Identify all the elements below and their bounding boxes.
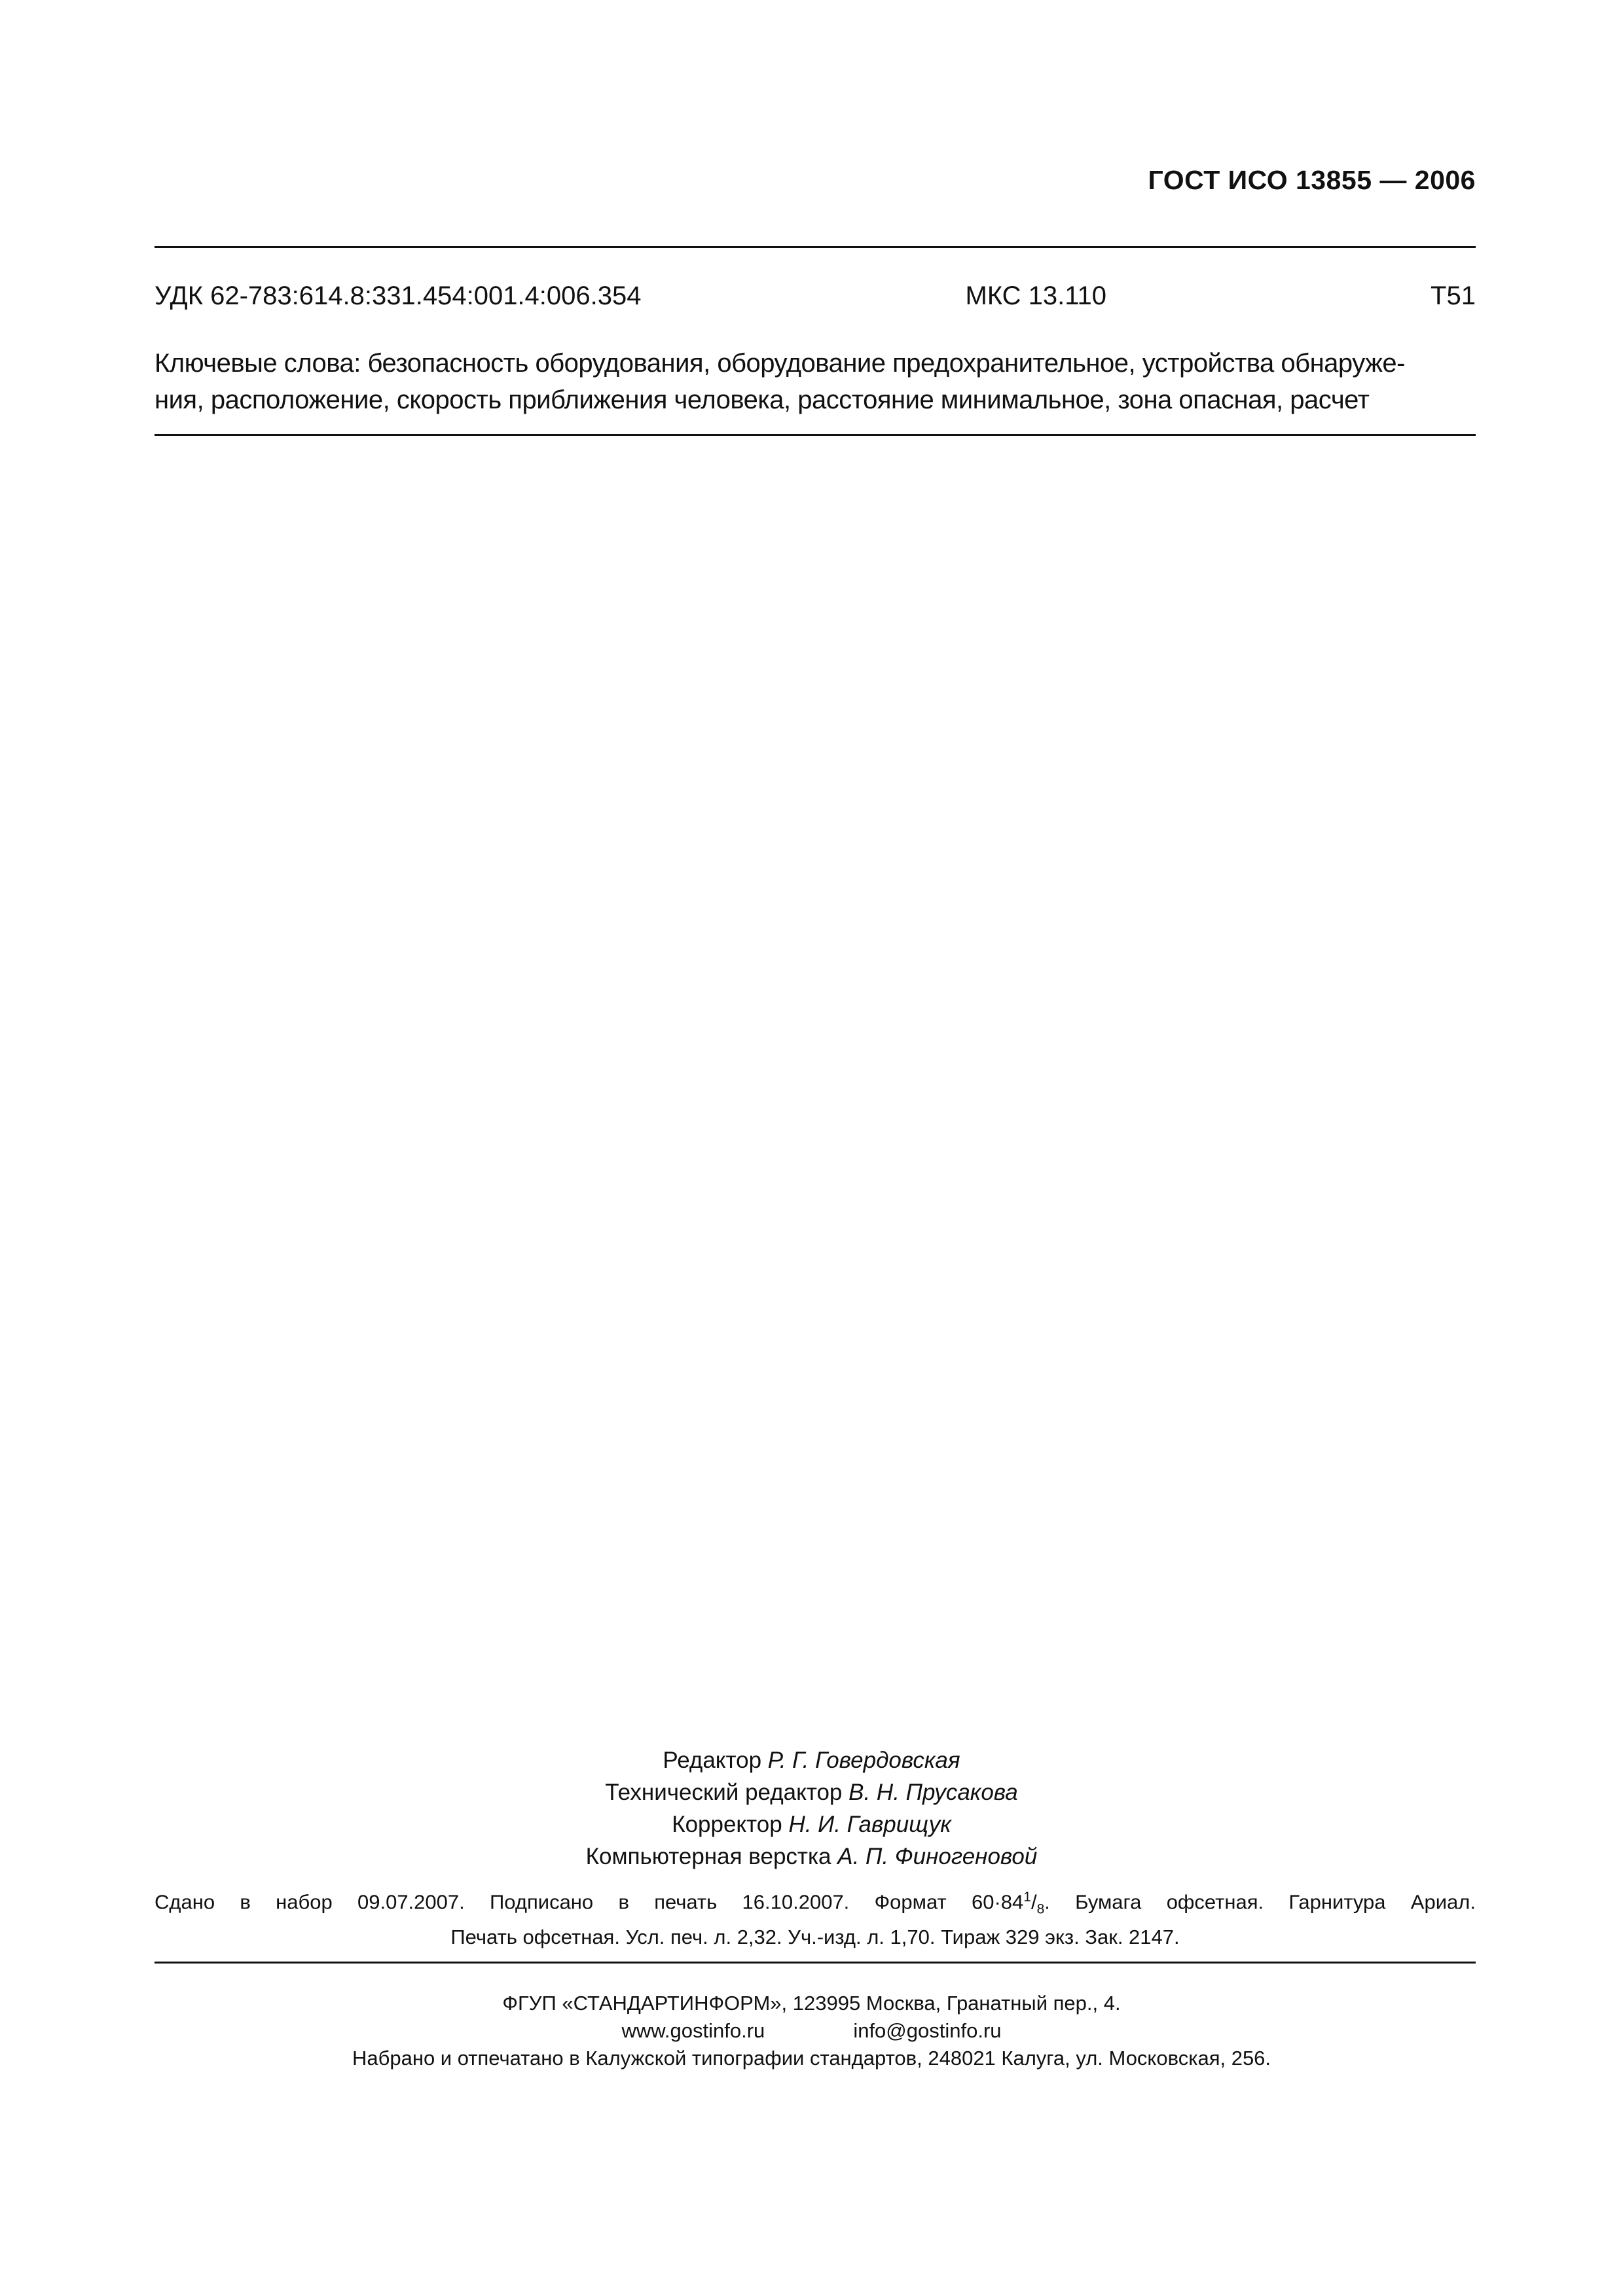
credit-person: Н. И. Гаврищук (788, 1812, 951, 1837)
mks-code: МКС 13.110 (965, 281, 1107, 310)
classification-row (155, 281, 1476, 311)
credit-role: Технический редактор (605, 1780, 843, 1805)
credit-person: Р. Г. Говердовская (767, 1748, 960, 1773)
keywords-divider (155, 434, 1476, 436)
format-fraction-slash: / (1030, 1890, 1037, 1914)
publisher-contacts (0, 2017, 1623, 2045)
udc-code: УДК 62-783:614.8:331.454:001.4:006.354 (155, 281, 642, 310)
keywords-line: Ключевые слова: безопасность оборудования, оборудование предохранительное, устройства обнаруже- (155, 349, 1405, 378)
printing-line (155, 1884, 1476, 1924)
credit-line (0, 1840, 1623, 1873)
credit-role: Корректор (672, 1812, 782, 1837)
editorial-credits (0, 1744, 1623, 1873)
imprint-divider (155, 1962, 1476, 1964)
credit-role: Компьютерная верстка (585, 1844, 831, 1869)
top-divider (155, 246, 1476, 248)
credit-line (0, 1808, 1623, 1840)
publisher-info (0, 1990, 1623, 2072)
printing-text: . Бумага офсетная. Гарнитура Ариал. (1044, 1890, 1476, 1914)
keywords-paragraph (155, 345, 1476, 418)
publisher-email: info@gostinfo.ru (853, 2019, 1002, 2042)
credit-line (0, 1744, 1623, 1776)
printing-text: Сдано в набор 09.07.2007. Подписано в печать 16.10.2007. Формат 60·84 (155, 1890, 1024, 1914)
format-fraction-numerator: 1 (1023, 1890, 1031, 1905)
printing-line: Печать офсетная. Усл. печ. л. 2,32. Уч.-изд. л. 1,70. Тираж 329 экз. Зак. 2147. (450, 1925, 1180, 1948)
printing-details (155, 1884, 1476, 1951)
publisher-website: www.gostinfo.ru (621, 2019, 765, 2042)
credit-line (0, 1776, 1623, 1808)
group-code: Т51 (1431, 281, 1476, 310)
credit-role: Редактор (663, 1748, 762, 1773)
print-house-line: Набрано и отпечатано в Калужской типографии стандартов, 248021 Калуга, ул. Московская, 256. (352, 2047, 1271, 2070)
credit-person: А. П. Финогеновой (837, 1844, 1038, 1869)
standard-number-header: ГОСТ ИСО 13855 — 2006 (1148, 165, 1476, 195)
credit-person: В. Н. Прусакова (848, 1780, 1018, 1805)
keywords-line: ния, расположение, скорость приближения человека, расстояние минимальное, зона опасная, расчет (155, 386, 1370, 414)
format-fraction-denominator: 8 (1036, 1901, 1045, 1917)
publisher-address: ФГУП «СТАНДАРТИНФОРМ», 123995 Москва, Гранатный пер., 4. (502, 1992, 1121, 2015)
